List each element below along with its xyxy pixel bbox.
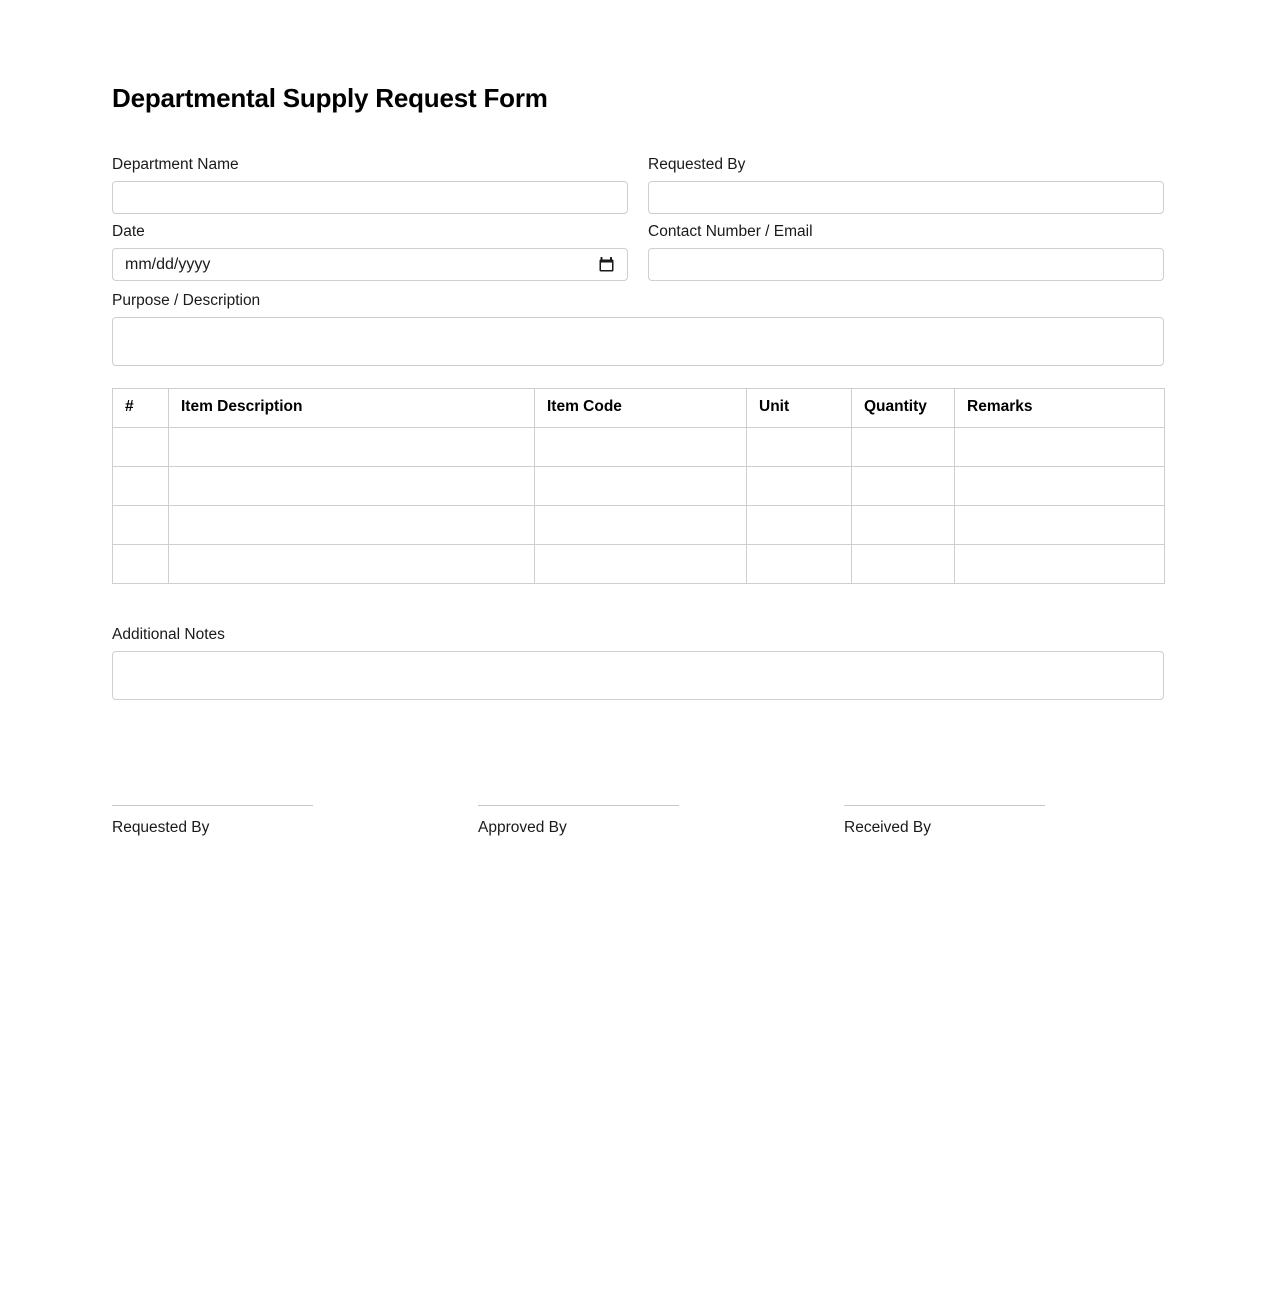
additional-notes-field <box>112 624 1164 700</box>
cell-number[interactable] <box>113 427 169 466</box>
items-table <box>112 388 1165 584</box>
table-row[interactable] <box>113 544 1165 583</box>
contact-field <box>648 221 1164 281</box>
column-header-item-code: Item Code <box>535 388 747 427</box>
purpose-textarea[interactable] <box>112 317 1164 366</box>
cell-unit[interactable] <box>747 427 852 466</box>
signature-section <box>112 805 1164 838</box>
cell-item-code[interactable] <box>535 505 747 544</box>
left-column-top <box>112 154 628 288</box>
cell-item-code[interactable] <box>535 427 747 466</box>
items-table-header-row <box>113 388 1165 427</box>
top-fields-row-1 <box>112 154 1164 288</box>
signature-block-received-by <box>844 805 1210 838</box>
signature-line <box>844 805 1045 806</box>
purpose-label: Purpose / Description <box>112 291 261 309</box>
department-name-input[interactable] <box>112 181 628 214</box>
table-row[interactable] <box>113 427 1165 466</box>
table-row[interactable] <box>113 466 1165 505</box>
cell-quantity[interactable] <box>852 427 955 466</box>
cell-unit[interactable] <box>747 505 852 544</box>
signature-line <box>478 805 679 806</box>
cell-unit[interactable] <box>747 466 852 505</box>
contact-input[interactable] <box>648 248 1164 281</box>
date-input[interactable] <box>112 248 628 281</box>
date-field <box>112 221 628 281</box>
purpose-field <box>112 290 1164 366</box>
cell-remarks[interactable] <box>955 466 1165 505</box>
cell-item-code[interactable] <box>535 544 747 583</box>
cell-remarks[interactable] <box>955 427 1165 466</box>
page-title: Departmental Supply Request Form <box>112 83 548 113</box>
cell-item-description[interactable] <box>169 427 535 466</box>
cell-item-description[interactable] <box>169 544 535 583</box>
contact-label: Contact Number / Email <box>648 222 813 240</box>
date-input-wrapper <box>112 248 628 281</box>
right-column-top <box>648 154 1164 288</box>
cell-unit[interactable] <box>747 544 852 583</box>
signature-line <box>112 805 313 806</box>
column-header-item-description: Item Description <box>169 388 535 427</box>
table-row[interactable] <box>113 505 1165 544</box>
cell-remarks[interactable] <box>955 544 1165 583</box>
cell-number[interactable] <box>113 466 169 505</box>
signature-block-approved-by <box>478 805 844 838</box>
calendar-icon[interactable] <box>599 257 614 272</box>
requested-by-field <box>648 154 1164 214</box>
cell-remarks[interactable] <box>955 505 1165 544</box>
cell-number[interactable] <box>113 505 169 544</box>
requested-by-input[interactable] <box>648 181 1164 214</box>
date-label: Date <box>112 222 145 240</box>
cell-item-description[interactable] <box>169 505 535 544</box>
department-name-label: Department Name <box>112 155 239 173</box>
column-header-unit: Unit <box>747 388 852 427</box>
items-table-head <box>113 388 1165 427</box>
items-table-body <box>113 427 1165 583</box>
additional-notes-textarea[interactable] <box>112 651 1164 700</box>
cell-item-description[interactable] <box>169 466 535 505</box>
cell-quantity[interactable] <box>852 505 955 544</box>
department-name-field <box>112 154 628 214</box>
signature-block-requested-by <box>112 805 478 838</box>
cell-item-code[interactable] <box>535 466 747 505</box>
additional-notes-label: Additional Notes <box>112 625 225 643</box>
signature-label-received-by: Received By <box>844 818 932 836</box>
cell-quantity[interactable] <box>852 544 955 583</box>
column-header-number: # <box>113 388 169 427</box>
signature-label-requested-by: Requested By <box>112 818 210 836</box>
column-header-quantity: Quantity <box>852 388 955 427</box>
requested-by-label: Requested By <box>648 155 746 173</box>
cell-quantity[interactable] <box>852 466 955 505</box>
signature-label-approved-by: Approved By <box>478 818 567 836</box>
date-placeholder-text: mm/dd/yyyy <box>125 255 211 273</box>
cell-number[interactable] <box>113 544 169 583</box>
column-header-remarks: Remarks <box>955 388 1165 427</box>
